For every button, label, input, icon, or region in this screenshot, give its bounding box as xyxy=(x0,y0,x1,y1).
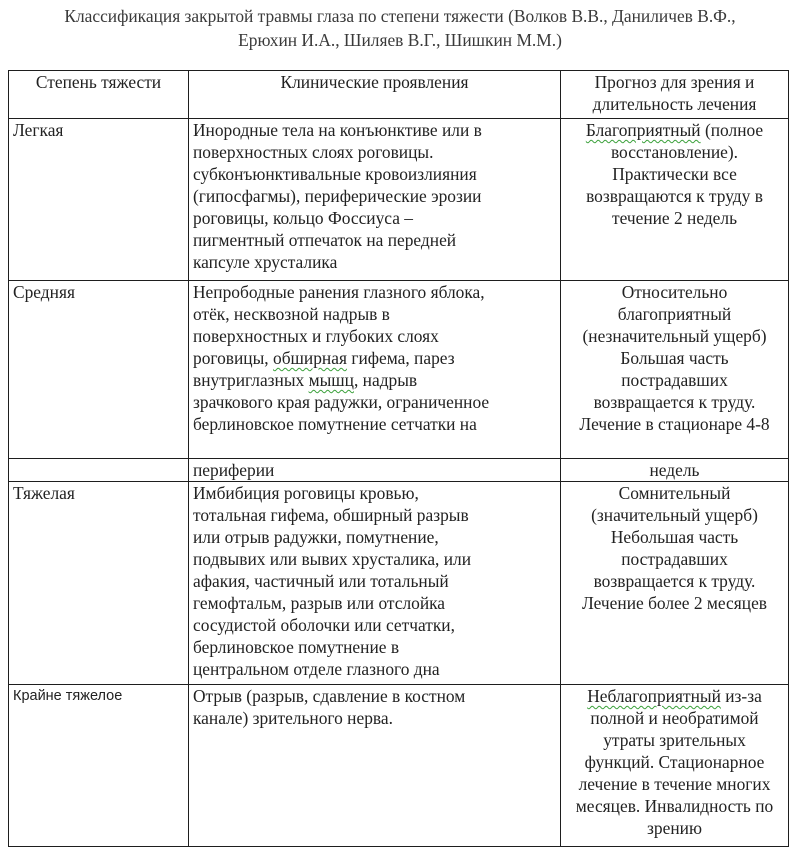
prognosis-line: Лечение в стационаре 4-8 xyxy=(579,414,770,434)
prognosis-line: возвращаются к труду в xyxy=(586,186,763,206)
clinical-line: центральном отделе глазного дна xyxy=(193,659,440,679)
severity-cell xyxy=(9,281,189,459)
clinical-line: или отрыв радужки, помутнение, xyxy=(193,527,439,547)
clinical-line: берлиновское помутнение сетчатки на xyxy=(193,414,477,434)
clinical-line: Отрыв (разрыв, сдавление в костном xyxy=(193,686,466,706)
clinical-line: берлиновское помутнение в xyxy=(193,637,400,657)
prognosis-cell xyxy=(561,685,789,847)
clinical-line: отёк, несквозной надрыв в xyxy=(193,304,390,324)
header-prognosis-line-1: Прогноз для зрения и xyxy=(594,72,755,92)
clinical-line: гемофтальм, разрыв или отслойка xyxy=(193,593,446,613)
severity-label: Легкая xyxy=(13,120,64,140)
prognosis-line xyxy=(565,685,784,707)
title-line-1: Классификация закрытой травмы глаза по степени тяжести (Волков В.В., Даниличев В.Ф., xyxy=(64,6,736,26)
clinical-line: поверхностных и глубоких слоях xyxy=(193,326,439,346)
clinical-fragment: внутриглазных xyxy=(193,370,309,390)
severity-cell xyxy=(9,119,189,281)
title-line-2: Ерюхин И.А., Шиляев В.Г., Шишкин М.М.) xyxy=(238,30,562,50)
severity-cell xyxy=(9,482,189,685)
prognosis-line: благоприятный xyxy=(617,304,732,324)
prognosis-line: Сомнительный xyxy=(618,483,731,503)
document-title xyxy=(8,4,792,52)
severity-label: Средняя xyxy=(13,282,75,302)
header-clinical-text: Клинические проявления xyxy=(280,72,469,92)
header-prognosis xyxy=(561,71,789,119)
table-row-mild xyxy=(9,119,789,281)
prognosis-cell xyxy=(561,119,789,281)
clinical-cell xyxy=(189,119,561,281)
prognosis-line: возвращается к труду. xyxy=(593,392,756,412)
clinical-line: капсуле хрусталика xyxy=(193,252,338,272)
table-row-extremely-severe xyxy=(9,685,789,847)
severity-cell-empty xyxy=(9,459,189,482)
clinical-line: Непрободные ранения глазного яблока, xyxy=(193,282,485,302)
clinical-line: канале) зрительного нерва. xyxy=(193,708,393,728)
clinical-fragment: гифема, парез xyxy=(346,348,455,368)
clinical-fragment: роговицы, xyxy=(193,348,273,368)
prognosis-line: недель xyxy=(649,460,700,480)
prognosis-line: лечение в течение многих xyxy=(578,774,771,794)
clinical-line: сосудистой оболочки или сетчатки, xyxy=(193,615,455,635)
clinical-cell xyxy=(189,281,561,459)
clinical-cell xyxy=(189,685,561,847)
table-header-row xyxy=(9,71,789,119)
spellcheck-word: обширная xyxy=(273,348,347,368)
clinical-cell xyxy=(189,482,561,685)
prognosis-line: зрению xyxy=(647,818,702,838)
clinical-fragment: , надрыв xyxy=(353,370,418,390)
clinical-line: субконъюнктивальные кровоизлияния xyxy=(193,164,477,184)
header-severity-text: Степень тяжести xyxy=(35,72,162,92)
prognosis-line: течение 2 недель xyxy=(611,208,738,228)
prognosis-line: месяцев. Инвалидность по xyxy=(575,796,774,816)
severity-cell xyxy=(9,685,189,847)
table-row-severe xyxy=(9,482,789,685)
header-severity xyxy=(9,71,189,119)
clinical-line: периферии xyxy=(193,460,275,480)
prognosis-cell xyxy=(561,281,789,459)
clinical-line: пигментный отпечаток на передней xyxy=(193,230,457,250)
clinical-line xyxy=(193,369,556,391)
prognosis-line-rest: из-за xyxy=(720,686,762,706)
prognosis-line: Практически все xyxy=(612,164,737,184)
clinical-line: Инородные тела на конъюнктиве или в xyxy=(193,120,482,140)
header-clinical xyxy=(189,71,561,119)
table-row-moderate-continued xyxy=(9,459,789,482)
prognosis-line: Большая часть xyxy=(620,348,729,368)
prognosis-line-rest: (полное xyxy=(700,120,764,140)
clinical-line: афакия, частичный или тотальный xyxy=(193,571,449,591)
prognosis-line: Лечение более 2 месяцев xyxy=(581,593,768,613)
spellcheck-word: Благоприятный xyxy=(585,120,701,140)
clinical-cell xyxy=(189,459,561,482)
prognosis-line xyxy=(565,119,784,141)
clinical-line: тотальная гифема, обширный разрыв xyxy=(193,505,469,525)
prognosis-line: Небольшая часть xyxy=(610,527,739,547)
prognosis-line: возвращается к труду. xyxy=(593,571,756,591)
spellcheck-word: Неблагоприятный xyxy=(587,686,721,706)
header-prognosis-line-2: длительность лечения xyxy=(592,94,757,114)
prognosis-cell xyxy=(561,482,789,685)
clinical-line: подвывих или вывих хрусталика, или xyxy=(193,549,472,569)
prognosis-line: полной и необратимой xyxy=(590,708,759,728)
clinical-line xyxy=(193,347,556,369)
prognosis-line: пострадавших xyxy=(621,370,728,390)
prognosis-line: функций. Стационарное xyxy=(584,752,765,772)
severity-table xyxy=(8,70,789,847)
severity-label: Крайне тяжелое xyxy=(13,688,123,704)
severity-label: Тяжелая xyxy=(13,483,75,503)
clinical-line: (гипосфагмы), периферические эрозии xyxy=(193,186,482,206)
table-row-moderate xyxy=(9,281,789,459)
prognosis-cell xyxy=(561,459,789,482)
prognosis-line: пострадавших xyxy=(621,549,728,569)
clinical-line: зрачкового края радужки, ограниченное xyxy=(193,392,490,412)
spellcheck-word: мышц xyxy=(308,370,354,390)
prognosis-line: (незначительный ущерб) xyxy=(582,326,767,346)
prognosis-line: (значительный ущерб) xyxy=(591,505,758,525)
clinical-line: поверхностных слоях роговицы. xyxy=(193,142,434,162)
clinical-line: роговицы, кольцо Фоссиуса – xyxy=(193,208,413,228)
clinical-line: Имбибиция роговицы кровью, xyxy=(193,483,419,503)
prognosis-line: восстановление). xyxy=(610,142,739,162)
prognosis-line: Относительно xyxy=(621,282,728,302)
prognosis-line: утраты зрительных xyxy=(603,730,746,750)
